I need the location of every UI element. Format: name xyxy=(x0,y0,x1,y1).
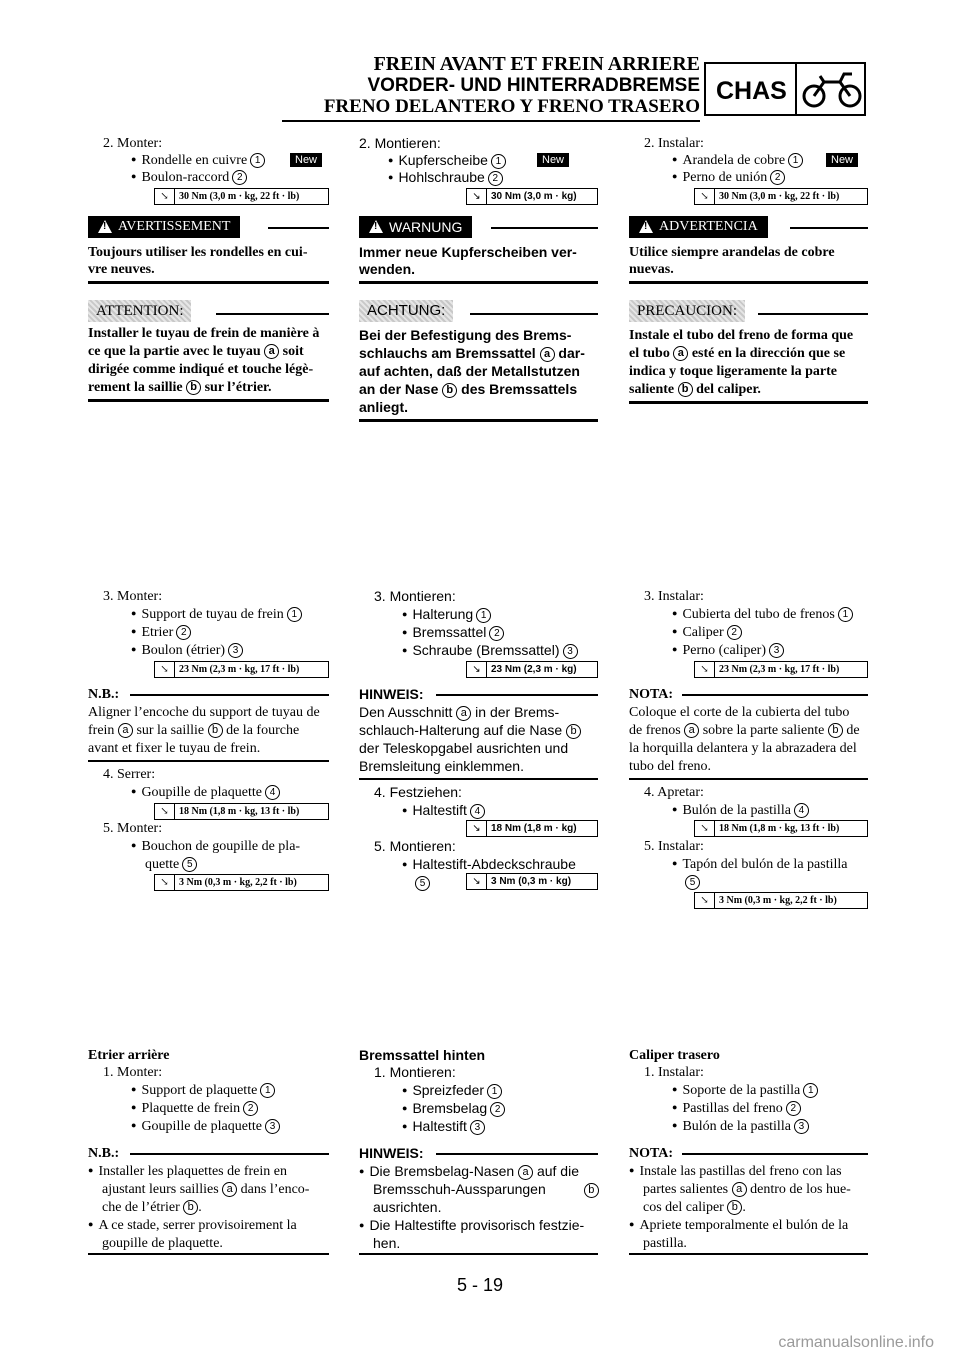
rule xyxy=(88,399,329,402)
es-rear-step1-title: 1. Instalar: xyxy=(644,1065,704,1080)
fr-note-text: ajustant leurs saillies a dans l’enco- xyxy=(102,1182,310,1197)
fr-caution-text: Installer le tuyau de frein de manière à xyxy=(88,326,320,341)
title-german: VORDER- UND HINTERRADBREMSE xyxy=(367,75,700,96)
fr-rear-item3: ● Goupille de plaquette 3 xyxy=(131,1118,280,1136)
de-note-text: Bremsleitung einklemmen. xyxy=(359,758,524,774)
rule xyxy=(491,227,598,229)
rule xyxy=(682,694,868,696)
warning-icon xyxy=(98,220,112,233)
fr-caution-text: rement la saillie b sur l’étrier. xyxy=(88,380,272,395)
wrench-icon: ↘ xyxy=(467,662,487,677)
motorcycle-icon xyxy=(800,68,864,112)
fr-step5-item1: quette 5 xyxy=(145,856,197,873)
rule xyxy=(629,281,868,284)
es-step5-item1: ● Tapón del bulón de la pastilla xyxy=(672,856,847,874)
es-note-text: ● Instale las pastillas del freno con las xyxy=(629,1163,842,1181)
rule xyxy=(130,1153,329,1155)
es-note-text: cos del caliper b . xyxy=(643,1200,746,1215)
fr-note-text: ● A ce stade, serrer provisoirement la xyxy=(88,1217,297,1235)
section-label: CHAS xyxy=(716,77,787,105)
de-warning-text: Immer neue Kupferscheiben ver- xyxy=(359,244,577,260)
rule xyxy=(629,778,868,780)
fr-caution-text: ce que la partie avec le tuyau a soit xyxy=(88,344,304,359)
es-note-text: ● Apriete temporalmente el bulón de la xyxy=(629,1217,848,1235)
es-torque-spec: ↘ 23 Nm (2,3 m · kg, 17 ft · lb) xyxy=(694,661,868,678)
es-step2-item2: ● Perno de unión 2 xyxy=(672,169,785,187)
header-rule xyxy=(282,120,700,122)
de-warning-text: wenden. xyxy=(359,261,416,277)
rule xyxy=(359,419,598,422)
wrench-icon: ↘ xyxy=(467,189,487,204)
wrench-icon: ↘ xyxy=(467,821,487,836)
rule xyxy=(758,313,868,315)
wrench-icon: ↘ xyxy=(155,804,175,819)
es-rear-heading: Caliper trasero xyxy=(629,1048,720,1063)
fr-torque-spec: ↘ 23 Nm (2,3 m · kg, 17 ft · lb) xyxy=(154,661,329,678)
fr-step3-item1: ● Support de tuyau de frein 1 xyxy=(131,606,302,624)
new-badge: New xyxy=(537,153,569,167)
rule xyxy=(629,401,868,404)
de-rear-heading: Bremssattel hinten xyxy=(359,1047,486,1063)
de-step2-title: 2. Montieren: xyxy=(359,135,441,151)
fr-step4-title: 4. Serrer: xyxy=(103,767,156,782)
fr-rear-item2: ● Plaquette de frein 2 xyxy=(131,1100,258,1118)
es-warning-text: Utilice siempre arandelas de cobre xyxy=(629,245,835,260)
wrench-icon: ↘ xyxy=(155,189,175,204)
fr-caution-text: dirigée comme indiqué et touche légè- xyxy=(88,362,314,377)
de-step2-item1: ● Kupferscheibe 1 xyxy=(388,152,506,171)
es-step3-item3: ● Perno (caliper) 3 xyxy=(672,642,784,660)
fr-note-label: N.B.: xyxy=(88,687,120,702)
warning-icon xyxy=(639,220,653,233)
de-warning-label: ! WARNUNG xyxy=(359,216,472,238)
es-caution-text: Instale el tubo del freno de forma que xyxy=(629,328,854,343)
fr-torque-spec: ↘ 18 Nm (1,8 m · kg, 13 ft · lb) xyxy=(154,803,329,820)
es-note-text: pastilla. xyxy=(643,1236,687,1251)
fr-step2-item2: ● Boulon-raccord 2 xyxy=(131,169,247,187)
es-warning-label: ! ADVERTENCIA xyxy=(629,216,768,238)
fr-step2-title: 2. Monter: xyxy=(103,136,163,151)
rule xyxy=(268,227,329,229)
rule xyxy=(790,227,868,229)
de-note-text: schlauch-Halterung auf die Nase b xyxy=(359,722,581,739)
es-step2-title: 2. Instalar: xyxy=(644,136,704,151)
fr-warning-label: ! AVERTISSEMENT xyxy=(88,216,240,238)
es-torque-spec: ↘ 3 Nm (0,3 m · kg, 2,2 ft · lb) xyxy=(694,892,868,909)
de-torque-spec: ↘ 23 Nm (2,3 m · kg) xyxy=(466,661,598,678)
fr-note-label: N.B.: xyxy=(88,1146,120,1161)
de-note-text: hen. xyxy=(373,1235,401,1251)
de-torque-spec: ↘ 18 Nm (1,8 m · kg) xyxy=(466,820,598,837)
page-header xyxy=(310,54,700,117)
es-step2-item1: ● Arandela de cobre 1 xyxy=(672,152,803,170)
fr-step3-item2: ● Etrier 2 xyxy=(131,624,191,642)
es-note-text: la horquilla delantera y la abrazadera del xyxy=(629,741,857,756)
de-caution-text: anliegt. xyxy=(359,399,409,415)
es-note-label: NOTA: xyxy=(629,687,674,702)
es-caution-label: PRECAUCION: xyxy=(629,300,745,322)
de-step3-title: 3. Montieren: xyxy=(374,588,456,604)
es-step3-item1: ● Cubierta del tubo de frenos 1 xyxy=(672,606,853,624)
fr-step5-item1: ● Bouchon de goupille de pla- xyxy=(131,838,300,856)
es-step3-item2: ● Caliper 2 xyxy=(672,624,742,642)
rule xyxy=(470,313,598,315)
fr-rear-item1: ● Support de plaquette 1 xyxy=(131,1082,275,1100)
es-step5-marker: 5 xyxy=(682,874,700,891)
es-note-label: NOTA: xyxy=(629,1146,674,1161)
es-torque-spec: ↘ 18 Nm (1,8 m · kg, 13 ft · lb) xyxy=(694,820,868,837)
es-step5-title: 5. Instalar: xyxy=(644,839,704,854)
fr-step3-item3: ● Boulon (étrier) 3 xyxy=(131,642,243,660)
es-torque-spec: ↘ 30 Nm (3,0 m · kg, 22 ft · lb) xyxy=(694,188,868,205)
de-rear-step1-title: 1. Montieren: xyxy=(374,1064,456,1080)
fr-step5-title: 5. Monter: xyxy=(103,821,163,836)
es-warning-text: nuevas. xyxy=(629,262,674,277)
de-step3-item3: ● Schraube (Bremssattel) 3 xyxy=(402,642,578,661)
es-note-text: Coloque el corte de la cubierta del tubo xyxy=(629,705,850,720)
rule xyxy=(88,1253,329,1255)
fr-step2-item1: ● Rondelle en cuivre 1 xyxy=(131,152,265,170)
de-note-text: ● Die Haltestifte provisorisch festzie- xyxy=(359,1217,584,1236)
es-note-text: de frenos a sobre la parte saliente b de xyxy=(629,723,860,738)
title-french: FREIN AVANT ET FREIN ARRIERE xyxy=(373,53,700,75)
es-rear-item2: ● Pastillas del freno 2 xyxy=(672,1100,801,1118)
rule xyxy=(682,1153,868,1155)
de-step5-title: 5. Montieren: xyxy=(374,838,456,854)
de-step4-item1: ● Haltestift 4 xyxy=(402,802,485,821)
watermark: carmanualsonline.info xyxy=(778,1334,934,1351)
de-caution-label: ACHTUNG: xyxy=(359,300,453,322)
de-note-text: der Teleskopgabel ausrichten und xyxy=(359,740,569,756)
es-step4-title: 4. Apretar: xyxy=(644,785,704,800)
de-step3-item2: ● Bremssattel 2 xyxy=(402,624,504,643)
wrench-icon: ↘ xyxy=(155,662,175,677)
section-badge xyxy=(704,62,866,116)
de-note-text: ● Die Bremsbelag-Nasen a auf die xyxy=(359,1163,579,1182)
de-caution-text: auf achten, daß der Metallstutzen xyxy=(359,363,580,379)
fr-note-text: ● Installer les plaquettes de frein en xyxy=(88,1163,287,1181)
es-step3-title: 3. Instalar: xyxy=(644,589,704,604)
rule xyxy=(629,1253,868,1255)
rule xyxy=(88,281,329,284)
warning-icon xyxy=(369,220,383,233)
es-note-text: partes salientes a dentro de los hue- xyxy=(643,1182,851,1197)
fr-note-text: avant et fixer le tuyau de frein. xyxy=(88,741,261,756)
de-step5-item1: ● Haltestift-Abdeckschraube xyxy=(402,856,576,875)
wrench-icon: ↘ xyxy=(695,821,715,836)
de-note-label: HINWEIS: xyxy=(359,686,424,702)
wrench-icon: ↘ xyxy=(155,875,175,890)
fr-note-text: frein a sur la saillie b de la fourche xyxy=(88,723,300,738)
fr-step3-title: 3. Monter: xyxy=(103,589,163,604)
es-step4-item1: ● Bulón de la pastilla 4 xyxy=(672,802,809,820)
de-note-text: ausrichten. xyxy=(373,1199,442,1215)
rule xyxy=(359,778,598,780)
es-caution-text: saliente b del caliper. xyxy=(629,382,761,397)
fr-step4-item1: ● Goupille de plaquette 4 xyxy=(131,784,280,802)
section-divider xyxy=(795,64,797,114)
es-caution-text: el tubo a esté en la dirección que se xyxy=(629,346,846,361)
de-caution-text: schlauchs am Bremssattel a dar- xyxy=(359,345,585,361)
fr-note-text: goupille de plaquette. xyxy=(102,1236,223,1251)
rule xyxy=(436,694,598,696)
de-caution-text: Bei der Befestigung des Brems- xyxy=(359,327,572,343)
de-note-text: Den Ausschnitt a in der Brems- xyxy=(359,704,560,720)
new-badge: New xyxy=(290,153,322,167)
fr-torque-spec: ↘ 30 Nm (3,0 m · kg, 22 ft · lb) xyxy=(154,188,329,205)
de-torque-spec: ↘ 30 Nm (3,0 m · kg) xyxy=(466,188,598,205)
es-note-text: tubo del freno. xyxy=(629,759,712,774)
rule xyxy=(359,281,598,284)
de-step5-marker: 5 xyxy=(412,874,430,891)
fr-note-text: che de l’étrier b . xyxy=(102,1200,202,1215)
fr-caution-label: ATTENTION: xyxy=(88,300,191,322)
es-caution-text: indica y toque ligeramente la parte xyxy=(629,364,838,379)
fr-warning-text: vre neuves. xyxy=(88,262,155,277)
de-step3-item1: ● Halterung 1 xyxy=(402,606,491,625)
de-rear-item1: ● Spreizfeder 1 xyxy=(402,1082,502,1101)
fr-note-text: Aligner l’encoche du support de tuyau de xyxy=(88,705,320,720)
de-step4-title: 4. Festziehen: xyxy=(374,784,462,800)
de-rear-item3: ● Haltestift 3 xyxy=(402,1118,485,1137)
rule xyxy=(130,694,329,696)
title-spanish: FRENO DELANTERO Y FRENO TRASERO xyxy=(323,96,700,117)
new-badge: New xyxy=(826,153,858,167)
fr-rear-step1-title: 1. Monter: xyxy=(103,1065,163,1080)
es-rear-item3: ● Bulón de la pastilla 3 xyxy=(672,1118,809,1136)
rule xyxy=(88,760,329,762)
wrench-icon: ↘ xyxy=(695,662,715,677)
de-caution-text: an der Nase b des Bremssattels xyxy=(359,381,578,397)
fr-warning-text: Toujours utiliser les rondelles en cui- xyxy=(88,245,308,260)
rule xyxy=(216,313,329,315)
fr-torque-spec: ↘ 3 Nm (0,3 m · kg, 2,2 ft · lb) xyxy=(154,874,329,891)
de-note-label: HINWEIS: xyxy=(359,1145,424,1161)
de-torque-spec: ↘ 3 Nm (0,3 m · kg) xyxy=(466,873,598,890)
page-number: 5 - 19 xyxy=(456,1275,504,1295)
rule xyxy=(436,1153,598,1155)
rule xyxy=(359,1253,598,1255)
fr-rear-heading: Etrier arrière xyxy=(88,1048,170,1063)
wrench-icon: ↘ xyxy=(695,189,715,204)
de-note-text: Bremsschuh-Aussparungen b xyxy=(373,1181,599,1198)
es-rear-item1: ● Soporte de la pastilla 1 xyxy=(672,1082,818,1100)
de-rear-item2: ● Bremsbelag 2 xyxy=(402,1100,505,1119)
wrench-icon: ↘ xyxy=(695,893,715,908)
wrench-icon: ↘ xyxy=(467,874,487,889)
de-step2-item2: ● Hohlschraube 2 xyxy=(388,169,503,188)
